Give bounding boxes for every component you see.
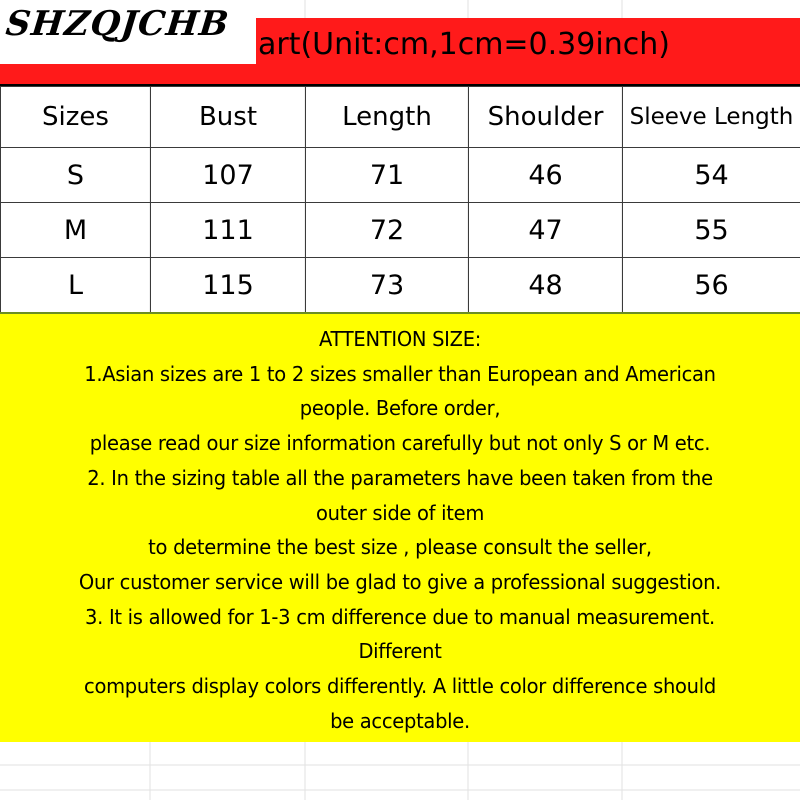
cell-sleeve-length: 56 xyxy=(623,258,800,313)
cell-length: 73 xyxy=(306,258,469,313)
notice-line: Different xyxy=(358,639,442,664)
table-header-row xyxy=(1,87,800,148)
notice-line: be acceptable. xyxy=(330,708,470,733)
table-row xyxy=(1,203,800,258)
notice-line: Our customer service will be glad to give a professional suggestion. xyxy=(78,569,722,594)
cell-sleeve-length: 55 xyxy=(623,203,800,258)
chart-title: art(Unit:cm,1cm=0.39inch) xyxy=(258,27,670,62)
header-length: Length xyxy=(306,87,469,148)
table-row xyxy=(1,148,800,203)
table-row xyxy=(1,258,800,313)
cell-length: 72 xyxy=(306,203,469,258)
cell-size: S xyxy=(1,148,151,203)
header-sizes: Sizes xyxy=(1,87,151,148)
cell-length: 71 xyxy=(306,148,469,203)
cell-shoulder: 48 xyxy=(469,258,623,313)
notice-text-block xyxy=(0,322,800,738)
attention-notice xyxy=(0,312,800,742)
notice-line: 1.Asian sizes are 1 to 2 sizes smaller than European and American xyxy=(84,361,716,386)
notice-line: computers display colors differently. A little color difference should xyxy=(84,674,716,699)
notice-heading: ATTENTION SIZE: xyxy=(318,327,482,351)
header-sleeve-length: Sleeve Length xyxy=(623,87,800,148)
cell-sleeve-length: 54 xyxy=(623,148,800,203)
notice-line: 3. It is allowed for 1-3 cm difference due to manual measurement. xyxy=(85,604,715,629)
cell-size: M xyxy=(1,203,151,258)
cell-shoulder: 47 xyxy=(469,203,623,258)
brand-name: SHZQJCHB xyxy=(3,4,232,44)
notice-line: please read our size information carefully but not only S or M etc. xyxy=(89,431,711,456)
notice-line: people. Before order, xyxy=(299,396,501,421)
header-shoulder: Shoulder xyxy=(469,87,623,148)
header-bust: Bust xyxy=(151,87,306,148)
notice-line: 2. In the sizing table all the parameters have been taken from the xyxy=(87,465,713,490)
cell-bust: 111 xyxy=(151,203,306,258)
cell-bust: 115 xyxy=(151,258,306,313)
notice-line: outer side of item xyxy=(315,500,485,525)
size-table xyxy=(0,86,800,313)
cell-size: L xyxy=(1,258,151,313)
notice-line: to determine the best size , please consult the seller, xyxy=(148,535,652,560)
cell-shoulder: 46 xyxy=(469,148,623,203)
brand-watermark xyxy=(0,0,256,64)
cell-bust: 107 xyxy=(151,148,306,203)
